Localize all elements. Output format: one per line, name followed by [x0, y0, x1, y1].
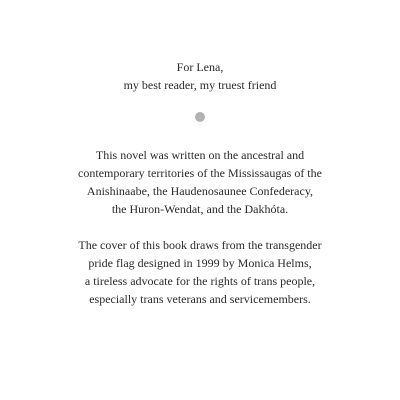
dedication-line: my best reader, my truest friend [123, 78, 277, 92]
land-acknowledgement-line: contemporary territories of the Mississaugas of the [78, 166, 322, 180]
cover-note-line: The cover of this book draws from the transgender [78, 238, 322, 252]
cover-note-line: a tireless advocate for the rights of trans people, [84, 274, 316, 288]
land-acknowledgement-line: the Huron-Wendat, and the Dakhóta. [111, 202, 289, 216]
land-acknowledgement [0, 146, 400, 218]
dedication-line: For Lena, [176, 60, 224, 74]
cover-note-line: especially trans veterans and servicemembers. [89, 292, 311, 306]
cover-note [0, 236, 400, 308]
dedication [0, 58, 400, 94]
cover-note-line: pride flag designed in 1999 by Monica Helms, [88, 256, 312, 270]
divider-dot-icon [195, 112, 205, 122]
land-acknowledgement-line: Anishinaabe, the Haudenosaunee Confederacy, [86, 184, 314, 198]
land-acknowledgement-line: This novel was written on the ancestral and [95, 148, 305, 162]
